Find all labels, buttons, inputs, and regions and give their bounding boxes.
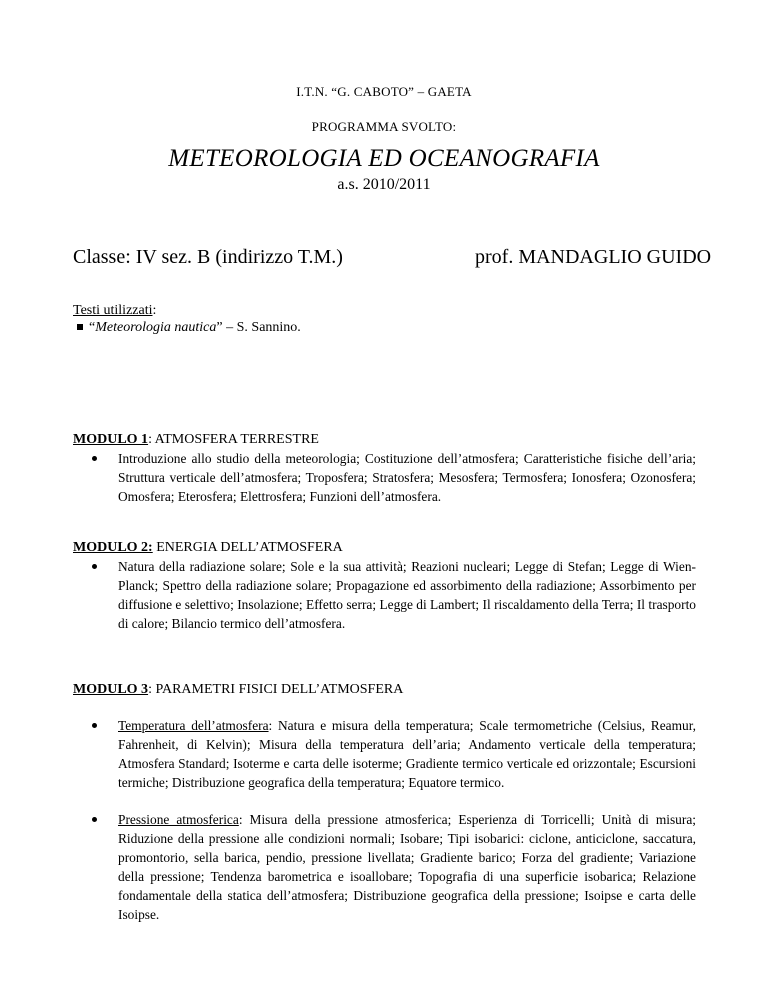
module-title: ENERGIA DELL’ATMOSFERA: [152, 540, 343, 555]
module-1-item: Introduzione allo studio della meteorologia; Costituzione dell’atmosfera; Caratteristiche fisiche dell’aria; Struttura verticale dell’atmosfera; Troposfera; Stratosfera; Mesosfera; Termosfera; Ionosfera; Ozonosfera; Omosfera; Eterosfera; Elettrosfera; Funzioni dell’atmosfera.: [118, 451, 696, 504]
class-info: Classe: IV sez. B (indirizzo T.M.): [73, 246, 343, 268]
module-number: MODULO 3: [73, 682, 149, 697]
module-title: : PARAMETRI FISICI DELL’ATMOSFERA: [148, 682, 404, 697]
module-title: : ATMOSFERA TERRESTRE: [148, 432, 319, 447]
module-3-heading: [73, 682, 403, 698]
textbook-item: [73, 320, 301, 336]
item-text: : Misura della pressione atmosferica; Esperienza di Torricelli; Unità di misura; Riduzione della pressione alle condizioni normali; Isobare; Tipi isobarici: ciclone, anticiclone, saccatura, promontorio, sella barica, pendio, pressione livellata; Gradiente barico; Forza del gradiente; Variazione della pressione; Tendenza barometrica e isoallobare; Topografia di una superficie isobarica; Relazione fondamentale della statica dell’atmosfera; Distribuzione geografica della pressione; Isoipse e carta delle Isoipse.: [118, 812, 696, 922]
book-title: Meteorologia nautica: [95, 320, 217, 335]
module-number: MODULO 1: [73, 432, 149, 447]
square-bullet-icon: [77, 324, 83, 330]
module-3-item-pressure: [118, 810, 696, 924]
item-topic: Pressione atmosferica: [118, 812, 239, 827]
textbooks-heading: [73, 303, 156, 319]
book-quote-open: “: [89, 320, 96, 335]
textbooks-heading-colon: :: [152, 303, 157, 318]
book-author: ” – S. Sannino.: [216, 320, 301, 335]
textbooks-heading-text: Testi utilizzati: [73, 303, 153, 318]
item-topic: Temperatura dell’atmosfera: [118, 718, 269, 733]
module-2-item: Natura della radiazione solare; Sole e la sua attività; Reazioni nucleari; Legge di Stefan; Legge di Wien-Planck; Spettro della radiazione solare; Propagazione ed assorbimento della radiazione; Assorbimento per diffusione e selettivo; Insolazione; Effetto serra; Legge di Lambert; Il riscaldamento della Terra; Il trasporto di calore; Bilancio termico dell’atmosfera.: [118, 559, 696, 631]
item-text: : Natura e misura della temperatura; Scale termometriche (Celsius, Reamur, Fahrenheit, di Kelvin); Misura della temperatura dell’aria; Andamento verticale della temperatura; Atmosfera Standard; Isoterme e carta delle isoterme; Gradiente termico verticale ed orizzontale; Escursioni termiche; Distribuzione geografica della temperatura; Equatore termico.: [118, 718, 696, 790]
program-label: PROGRAMMA SVOLTO:: [311, 119, 457, 134]
module-2-heading: [73, 540, 343, 556]
professor-name: prof. MANDAGLIO GUIDO: [475, 246, 712, 268]
document-title: METEOROLOGIA ED OCEANOGRAFIA: [168, 145, 600, 172]
school-name: I.T.N. “G. CABOTO” – GAETA: [296, 84, 472, 99]
school-year: a.s. 2010/2011: [337, 176, 431, 193]
module-3-item-temperature: [118, 716, 696, 792]
module-number: MODULO 2:: [73, 540, 153, 555]
module-1-heading: [73, 432, 319, 448]
